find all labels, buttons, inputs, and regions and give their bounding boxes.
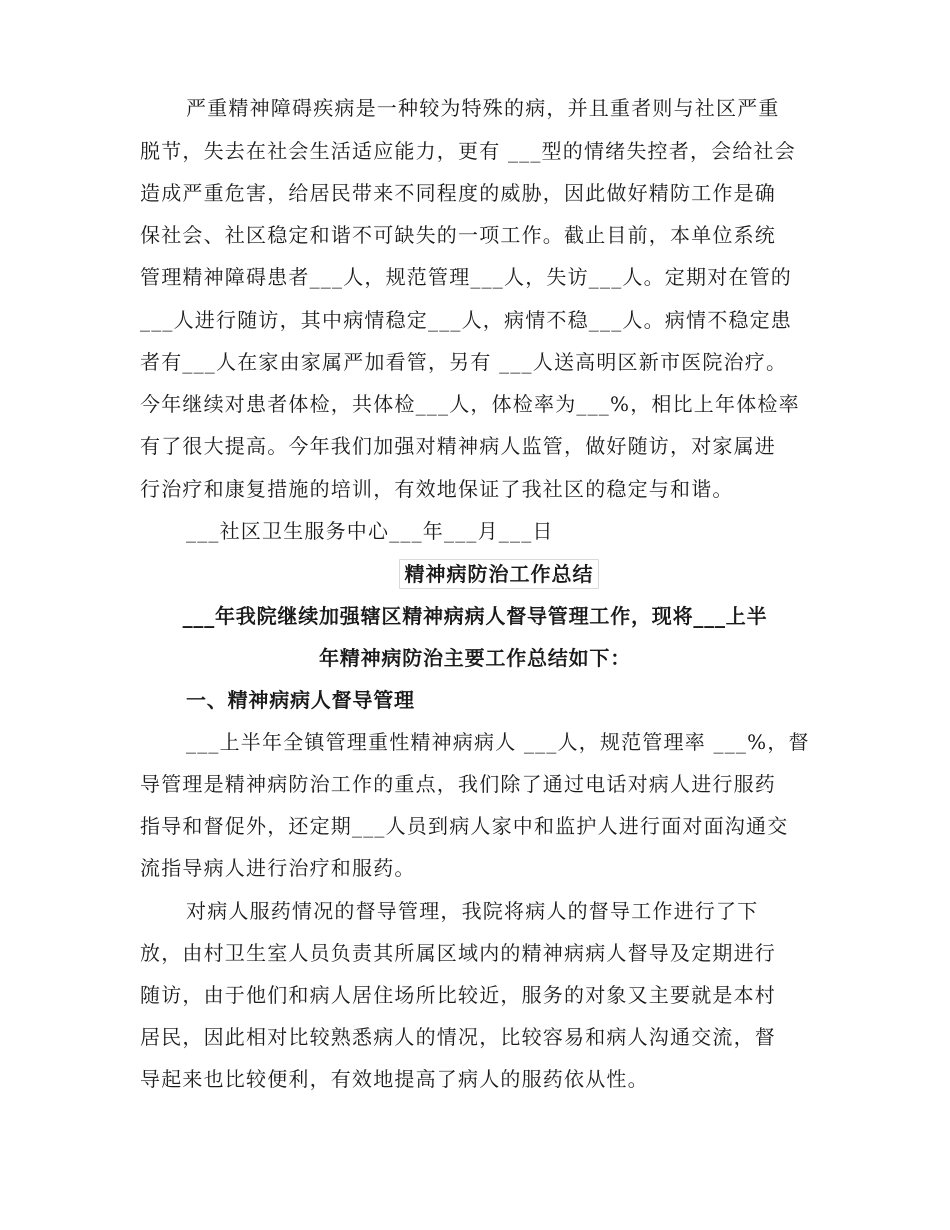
section1-para1-line-4: 流指导病人进行治疗和服药。	[140, 856, 416, 880]
intro-line-5: 管理精神障碍患者___人，规范管理___人，失访___人。定期对在管的	[140, 265, 792, 289]
intro-line-7: 者有___人在家由家属严加看管，另有 ___人送高明区新市医院治疗。	[140, 350, 788, 374]
document-title: 精神病防治工作总结	[399, 559, 599, 589]
intro-line-6: ___人进行随访，其中病情稳定___人，病情不稳___人。病情不稳定患	[140, 308, 792, 332]
intro-line-8: 今年继续对患者体检，共体检___人，体检率为___%，相比上年体检率	[140, 392, 800, 416]
signature-line: ___社区卫生服务中心___年___月___日	[186, 519, 554, 543]
section1-para1-line-1: ___上半年全镇管理重性精神病病人 ___人，规范管理率 ___%，督	[186, 730, 810, 754]
intro-line-1: 严重精神障碍疾病是一种较为特殊的病，并且重者则与社区严重	[186, 96, 780, 120]
section1-para2-line-1: 对病人服药情况的督导管理，我院将病人的督导工作进行了下	[186, 899, 759, 923]
intro-line-9: 有了很大提高。今年我们加强对精神病人监管，做好随访，对家属进	[140, 434, 776, 458]
section1-para2-line-4: 居民，因此相对比较熟悉病人的情况，比较容易和病人沟通交流，督	[140, 1025, 776, 1049]
subtitle-line-1: ___年我院继续加强辖区精神病病人督导管理工作，现将___上半	[182, 604, 768, 628]
section1-para1-line-3: 指导和督促外，还定期___人员到病人家中和监护人进行面对面沟通交	[140, 814, 789, 838]
section1-para1-line-2: 导管理是精神病防治工作的重点，我们除了通过电话对病人进行服药	[140, 772, 776, 796]
intro-line-3: 造成严重危害，给居民带来不同程度的威胁，因此做好精防工作是确	[140, 181, 776, 205]
intro-line-2: 脱节，失去在社会生活适应能力，更有 ___型的情绪失控者，会给社会	[140, 139, 796, 163]
section-heading-1: 一、精神病病人督导管理	[186, 688, 415, 712]
section1-para2-line-5: 导起来也比较便利，有效地提高了病人的服药依从性。	[140, 1067, 649, 1091]
section1-para2-line-2: 放，由村卫生室人员负责其所属区域内的精神病病人督导及定期进行	[140, 941, 776, 965]
subtitle-line-2: 年精神病防治主要工作总结如下：	[319, 646, 631, 670]
section1-para2-line-3: 随访，由于他们和病人居住场所比较近，服务的对象又主要就是本村	[140, 983, 776, 1007]
intro-line-4: 保社会、社区稳定和谐不可缺失的一项工作。截止目前，本单位系统	[140, 223, 776, 247]
intro-line-10: 行治疗和康复措施的培训，有效地保证了我社区的稳定与和谐。	[140, 477, 734, 501]
